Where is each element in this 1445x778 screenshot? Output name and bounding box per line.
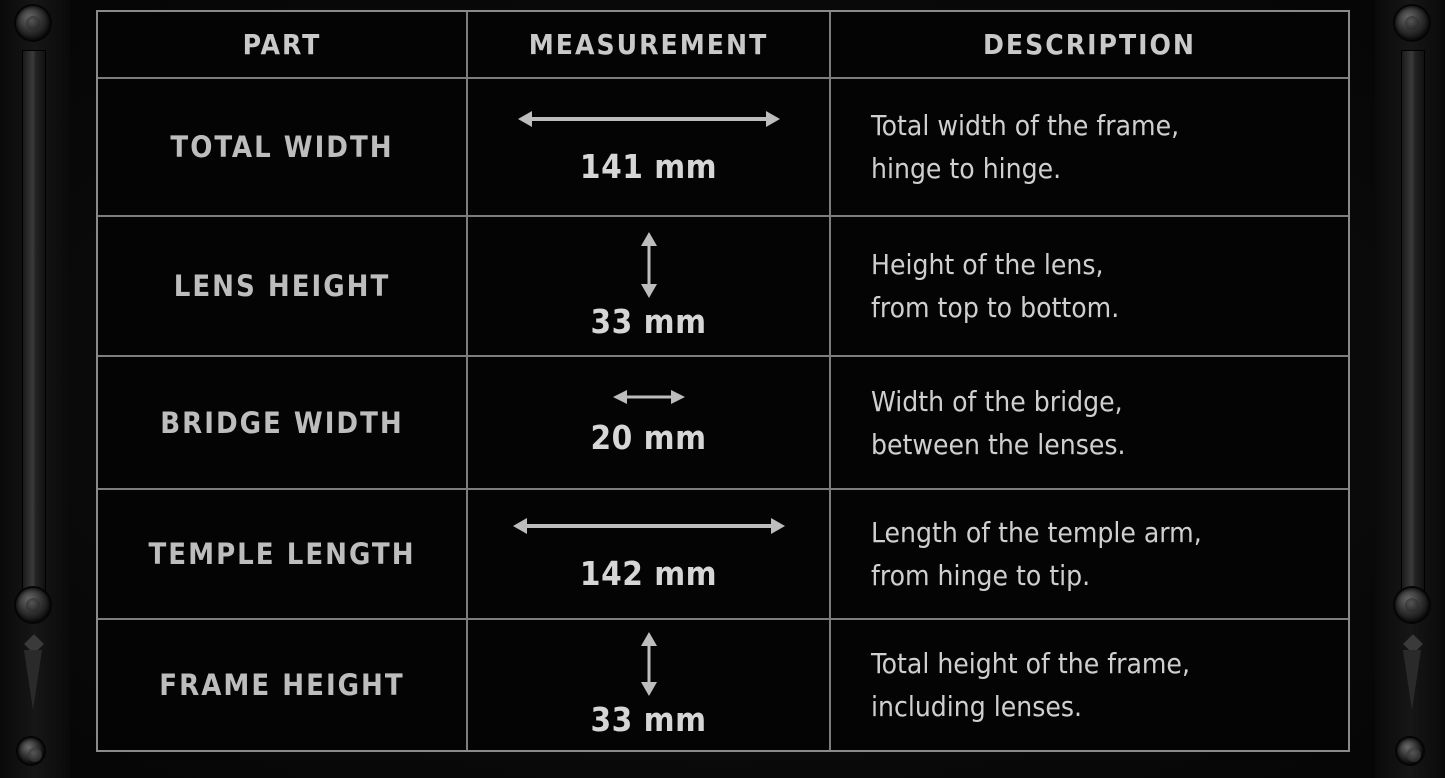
description-line: including lenses. [871, 690, 1082, 723]
description-text [871, 642, 1190, 728]
table-row [98, 79, 1348, 217]
rivet-icon [1395, 6, 1429, 40]
left-decorative-rail [0, 0, 70, 778]
horizontal-double-arrow-icon [518, 109, 780, 129]
description-text [871, 104, 1179, 190]
spike-ornament-icon [24, 650, 42, 710]
table-header-row [98, 12, 1348, 79]
description-cell [831, 490, 1348, 618]
measurement-value: 20 mm [590, 418, 707, 457]
measurement-value: 33 mm [590, 301, 707, 341]
description-line: Height of the lens, [871, 248, 1104, 281]
spike-ornament-icon [1403, 650, 1421, 710]
description-line: Total height of the frame, [871, 647, 1190, 680]
part-cell [98, 357, 468, 488]
rivet-icon [16, 588, 50, 622]
description-line: from hinge to tip. [871, 559, 1091, 592]
part-label: LENS HEIGHT [173, 269, 391, 303]
description-line: Total width of the frame, [871, 109, 1180, 142]
header-cell-part [98, 12, 468, 77]
right-metal-bar [1401, 50, 1425, 592]
part-cell [98, 490, 468, 618]
rivet-icon [1395, 588, 1429, 622]
measurement-value: 33 mm [590, 699, 707, 739]
measurement-cell [468, 217, 831, 355]
part-label: FRAME HEIGHT [159, 668, 405, 702]
table-row [98, 490, 1348, 620]
description-line: between the lenses. [871, 427, 1126, 461]
horizontal-double-arrow-icon [613, 388, 685, 406]
measurement-cell [468, 79, 831, 215]
header-cell-description [831, 12, 1348, 77]
measurement-cell [468, 490, 831, 618]
description-cell [831, 357, 1348, 488]
horizontal-double-arrow-icon [513, 516, 785, 536]
left-metal-bar [22, 50, 46, 592]
vertical-double-arrow-icon [639, 632, 659, 696]
description-text [871, 380, 1126, 466]
measurement-value: 141 mm [579, 146, 718, 186]
right-decorative-rail [1375, 0, 1445, 778]
part-cell [98, 217, 468, 355]
measurement-value: 142 mm [579, 553, 718, 593]
header-cell-measurement [468, 12, 831, 77]
header-part-label: PART [242, 28, 322, 61]
description-line: Width of the bridge, [871, 384, 1123, 418]
vertical-double-arrow-icon [639, 232, 659, 298]
table-row [98, 217, 1348, 357]
part-label: TEMPLE LENGTH [148, 537, 416, 571]
header-measurement-label: MEASUREMENT [528, 28, 769, 61]
part-cell [98, 79, 468, 215]
description-cell [831, 217, 1348, 355]
measurement-cell [468, 620, 831, 750]
header-description-label: DESCRIPTION [982, 28, 1197, 61]
description-line: hinge to hinge. [871, 152, 1062, 185]
description-cell [831, 620, 1348, 750]
description-text [871, 511, 1202, 597]
part-label: TOTAL WIDTH [170, 130, 394, 164]
description-text [871, 243, 1119, 329]
rivet-icon [18, 738, 44, 764]
description-line: from top to bottom. [871, 291, 1120, 324]
measurement-cell [468, 357, 831, 488]
rivet-icon [1397, 738, 1423, 764]
part-label: BRIDGE WIDTH [160, 405, 404, 440]
part-cell [98, 620, 468, 750]
rivet-icon [16, 6, 50, 40]
description-line: Length of the temple arm, [871, 516, 1202, 549]
description-cell [831, 79, 1348, 215]
measurement-table [96, 10, 1350, 752]
table-row [98, 357, 1348, 490]
table-row [98, 620, 1348, 750]
